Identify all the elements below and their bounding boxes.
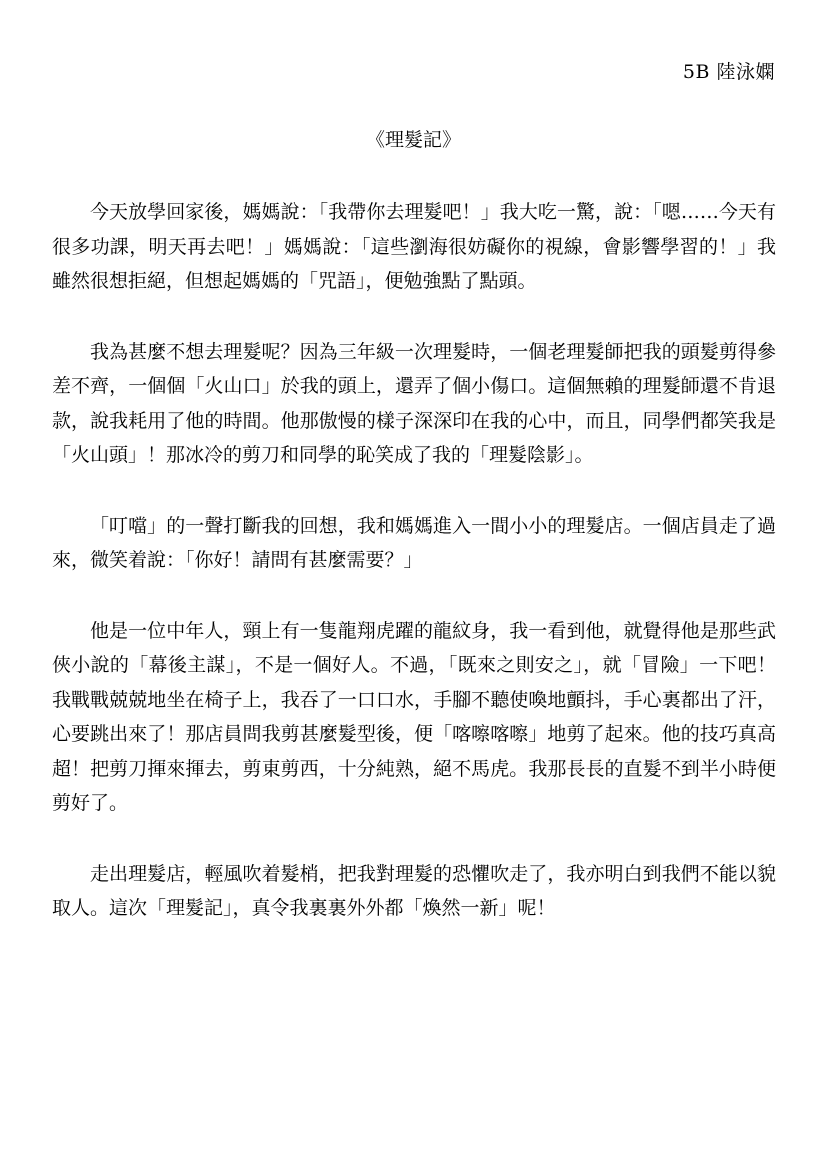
paragraph-2: 我為甚麼不想去理髮呢？因為三年級一次理髮時，一個老理髮師把我的頭髮剪得參差不齊，一個個「火山口」於我的頭上，還弄了個小傷口。這個無賴的理髮師還不肯退款，說我耗用了他的時間。他那傲慢的樣子深深印在我的心中，而且，同學們都笑我是「火山頭」！那冰冷的剪刀和同學的恥笑成了我的「理髮陰影」。	[52, 340, 776, 466]
paragraph-5: 走出理髮店，輕風吹着髮梢，把我對理髮的恐懼吹走了，我亦明白到我們不能以貌取人。這次「理髮記」，真令我裏裏外外都「煥然一新」呢！	[52, 862, 776, 919]
author-line: 5B 陸泳嫻	[682, 61, 775, 83]
paragraph-3: 「叮噹」的一聲打斷我的回想，我和媽媽進入一間小小的理髮店。一個店員走了過來，微笑着說：「你好！請問有甚麼需要？」	[52, 514, 776, 571]
essay-title: 《理髮記》	[365, 129, 461, 151]
paragraph-1: 今天放學回家後，媽媽說：「我帶你去理髮吧！」我大吃一驚，說：「嗯……今天有很多功課，明天再去吧！」媽媽說：「這些瀏海很妨礙你的視線，會影響學習的！」我雖然很想拒絕，但想起媽媽的「咒語」，便勉強點了點頭。	[52, 201, 776, 292]
essay-body	[52, 195, 776, 962]
paragraph-4: 他是一位中年人，頸上有一隻龍翔虎躍的龍紋身，我一看到他，就覺得他是那些武俠小說的「幕後主謀」，不是一個好人。不過，「既來之則安之」，就「冒險」一下吧！我戰戰兢兢地坐在椅子上，我吞了一口口水，手腳不聽使喚地顫抖，手心裏都出了汗，心要跳出來了！那店員問我剪甚麼髮型後，便「喀嚓喀嚓」地剪了起來。他的技巧真高超！把剪刀揮來揮去，剪東剪西，十分純熟，絕不馬虎。我那長長的直髮不到半小時便剪好了。	[52, 619, 776, 814]
